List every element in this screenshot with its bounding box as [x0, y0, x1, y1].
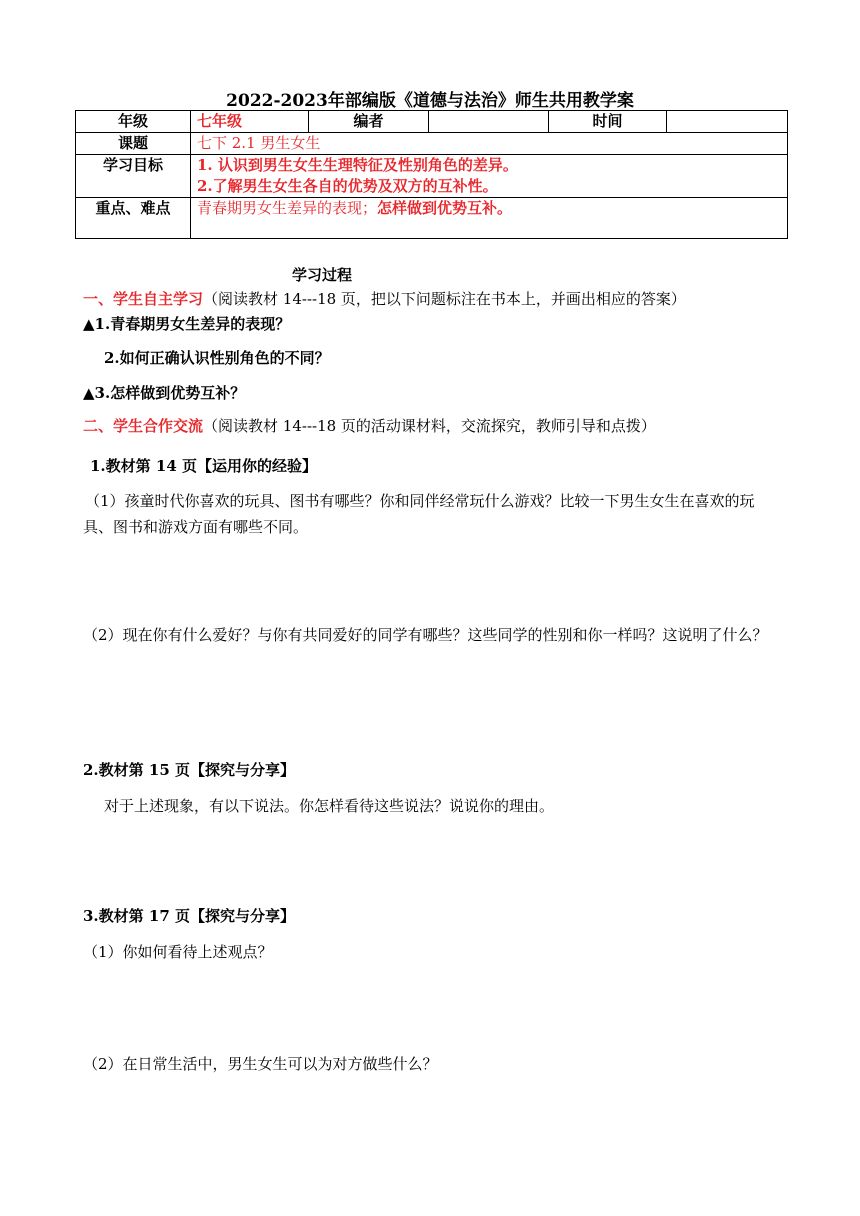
key-points-value: [191, 198, 788, 239]
key-point-2: 怎样做到优势互补。: [377, 199, 513, 217]
grade-label: 年级: [76, 111, 191, 133]
section2-note: （阅读教材 14---18 页的活动课材料，交流探究，教师引导和点拨）: [203, 417, 656, 435]
item1-title: 1.教材第 14 页【运用你的经验】: [90, 457, 317, 475]
info-row-grade: [76, 111, 788, 133]
item1-question-2: （2）现在你有什么爱好？与你有共同爱好的同学有哪些？这些同学的性别和你一样吗？这说明了什么？: [83, 626, 768, 644]
topic-value: 七下 2.1 男生女生: [191, 133, 788, 155]
topic-label: 课题: [76, 133, 191, 155]
goals-label: 学习目标: [76, 155, 191, 198]
time-value: [667, 111, 788, 133]
section1-question-2: 2.如何正确认识性别角色的不同？: [104, 349, 330, 367]
item1-question-1: （1）孩童时代你喜欢的玩具、图书有哪些？你和同伴经常玩什么游戏？比较一下男生女生在喜欢的玩具、图书和游戏方面有哪些不同。: [83, 492, 755, 536]
section1-question-1: ▲1.青春期男女生差异的表现？: [83, 315, 291, 333]
key-points-label: 重点、难点: [76, 198, 191, 239]
goals-value: [191, 155, 788, 198]
section1-heading: 一、学生自主学习: [83, 290, 204, 308]
grade-value: 七年级: [191, 111, 309, 133]
item2-question: 对于上述现象，有以下说法。你怎样看待这些说法？说说你的理由。: [104, 797, 555, 815]
info-row-key-points: [76, 198, 788, 239]
time-label: 时间: [549, 111, 667, 133]
process-title: 学习过程: [292, 266, 353, 284]
section1-line: [83, 286, 686, 312]
editor-label: 编者: [309, 111, 429, 133]
item3-question-2: （2）在日常生活中，男生女生可以为对方做些什么？: [83, 1055, 438, 1073]
section1-note: （阅读教材 14---18 页，把以下问题标注在书本上，并画出相应的答案）: [203, 290, 686, 308]
item3-question-1: （1）你如何看待上述观点？: [83, 943, 273, 961]
section1-question-3: ▲3.怎样做到优势互补？: [83, 384, 246, 402]
section2-line: [83, 413, 656, 439]
info-row-goals: [76, 155, 788, 198]
item2-title: 2.教材第 15 页【探究与分享】: [83, 761, 295, 779]
document-title: 2022-2023年部编版《道德与法治》师生共用教学案: [226, 91, 634, 111]
editor-value: [429, 111, 549, 133]
key-point-1: 青春期男女生差异的表现；: [197, 199, 378, 217]
goal-item-1: 1. 认识到男生女生生理特征及性别角色的差异。: [197, 156, 518, 174]
lesson-info-table: [75, 110, 788, 239]
section2-heading: 二、学生合作交流: [83, 417, 204, 435]
goal-item-2: 2.了解男生女生各自的优势及双方的互补性。: [197, 177, 498, 195]
info-row-topic: [76, 133, 788, 155]
item3-title: 3.教材第 17 页【探究与分享】: [83, 907, 295, 925]
